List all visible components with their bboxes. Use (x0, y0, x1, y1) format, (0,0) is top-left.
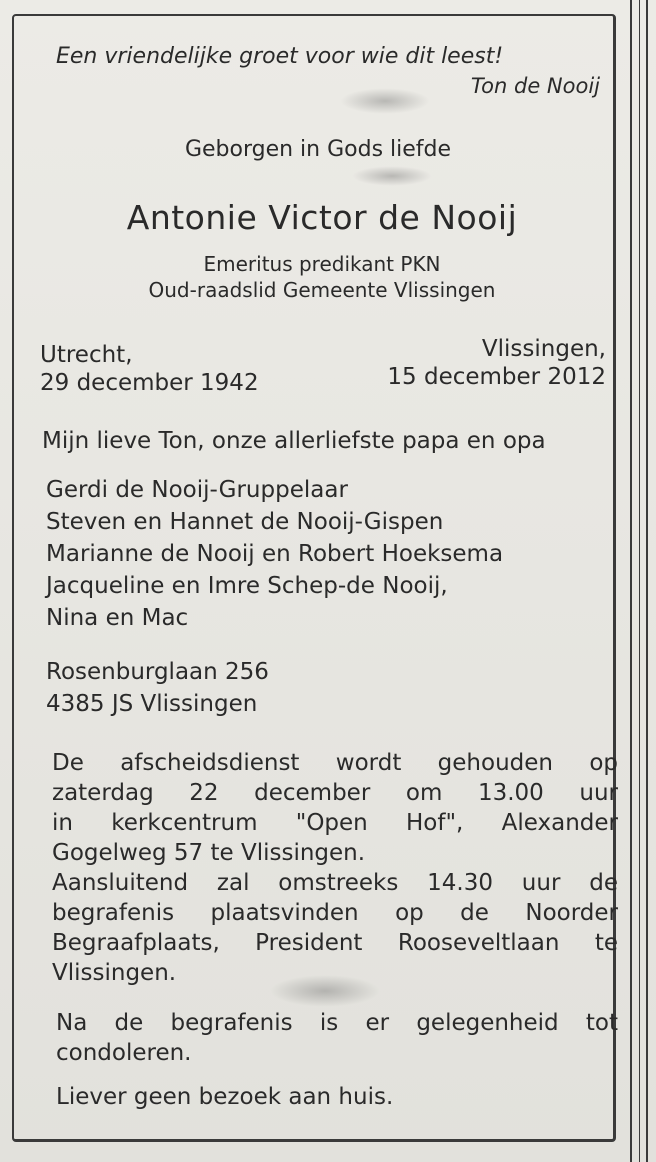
service-line: Vlissingen. (52, 960, 177, 986)
address (46, 656, 269, 720)
service-line: Begraafplaats, President Rooseveltlaan te (52, 930, 618, 956)
family-member: Jacqueline en Imre Schep-de Nooij, (46, 573, 448, 599)
birth-place: Utrecht, (40, 342, 133, 368)
service-line: De afscheidsdienst wordt gehouden op (52, 750, 618, 776)
death-place: Vlissingen, (481, 336, 606, 362)
role-line: Oud-raadslid Gemeente Vlissingen (148, 278, 496, 302)
deceased-name: Antonie Victor de Nooij (126, 198, 518, 237)
death-date: 15 december 2012 (387, 364, 606, 390)
role-line: Emeritus predikant PKN (203, 252, 441, 276)
condolence-paragraph (56, 1008, 618, 1068)
family-member: Nina en Mac (46, 605, 189, 631)
birth-date: 29 december 1942 (40, 370, 259, 396)
column-rule (630, 0, 632, 1162)
address-street: Rosenburglaan 256 (46, 659, 269, 685)
service-paragraph (52, 748, 618, 988)
service-line: zaterdag 22 december om 13.00 uur (52, 780, 618, 806)
family-member: Gerdi de Nooij-Gruppelaar (46, 477, 348, 503)
service-line: begrafenis plaatsvinden op de Noorder (52, 900, 618, 926)
address-city: 4385 JS Vlissingen (46, 691, 258, 717)
condolence-line: Na de begrafenis is er gelegenheid tot (56, 1010, 618, 1036)
family-list (46, 474, 503, 634)
service-line: Aansluitend zal omstreeks 14.30 uur de (52, 870, 618, 896)
condolence-line: condoleren. (56, 1040, 192, 1066)
family-member: Marianne de Nooij en Robert Hoeksema (46, 541, 504, 567)
closing-note: Liever geen bezoek aan huis. (56, 1084, 394, 1110)
column-rule (639, 0, 640, 1162)
dedication: Mijn lieve Ton, onze allerliefste papa en opa (42, 428, 546, 454)
service-line: in kerkcentrum "Open Hof", Alexander (52, 810, 618, 836)
family-member: Steven en Hannet de Nooij-Gispen (46, 509, 444, 535)
greeting-line: Een vriendelijke groet voor wie dit leest! (56, 44, 504, 69)
greeting-signature: Ton de Nooij (470, 74, 600, 98)
service-line: Gogelweg 57 te Vlissingen. (52, 840, 366, 866)
motto: Geborgen in Gods liefde (184, 137, 452, 162)
column-rule (646, 0, 648, 1162)
